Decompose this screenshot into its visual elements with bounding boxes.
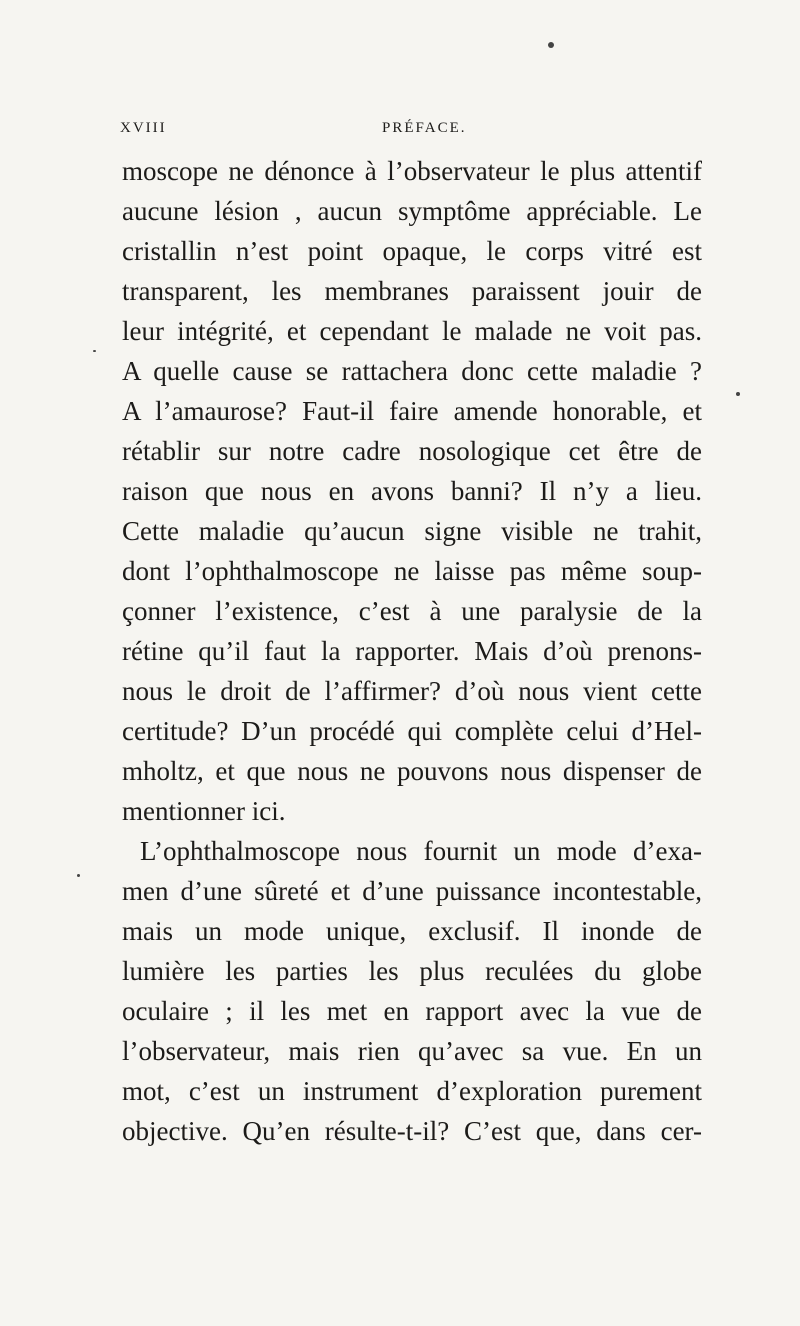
ink-speck xyxy=(77,874,80,877)
text-line: A l’amaurose? Faut-il faire amende honorable, et xyxy=(122,396,702,426)
running-head xyxy=(120,120,680,142)
ink-speck xyxy=(548,42,554,48)
text-line: men d’une sûreté et d’une puissance incontestable, xyxy=(122,876,702,906)
text-line: Cette maladie qu’aucun signe visible ne trahit, xyxy=(122,516,702,546)
text-line: A quelle cause se rattachera donc cette maladie ? xyxy=(122,356,702,386)
text-line: mot, c’est un instrument d’exploration purement xyxy=(122,1076,702,1106)
text-line: lumière les parties les plus reculées du globe xyxy=(122,956,702,986)
text-line: çonner l’existence, c’est à une paralysie de la xyxy=(122,596,702,626)
text-line: raison que nous en avons banni? Il n’y a lieu. xyxy=(122,476,702,506)
text-line: rétine qu’il faut la rapporter. Mais d’où prenons- xyxy=(122,636,702,666)
text-line: objective. Qu’en résulte-t-il? C’est que, dans cer- xyxy=(122,1116,702,1146)
text-line: moscope ne dénonce à l’observateur le plus attentif xyxy=(122,156,702,186)
text-line: certitude? D’un procédé qui complète celui d’Hel- xyxy=(122,716,702,746)
ink-speck xyxy=(93,350,96,352)
text-line: nous le droit de l’affirmer? d’où nous vient cette xyxy=(122,676,702,706)
text-line: l’observateur, mais rien qu’avec sa vue. En un xyxy=(122,1036,702,1066)
text-line: L’ophthalmoscope nous fournit un mode d’exa- xyxy=(140,836,702,866)
text-line: cristallin n’est point opaque, le corps vitré est xyxy=(122,236,702,266)
ink-speck xyxy=(736,392,740,396)
text-line: mais un mode unique, exclusif. Il inonde de xyxy=(122,916,702,946)
text-line: transparent, les membranes paraissent jouir de xyxy=(122,276,702,306)
text-line: aucune lésion , aucun symptôme appréciable. Le xyxy=(122,196,702,226)
text-line: rétablir sur notre cadre nosologique cet être de xyxy=(122,436,702,466)
text-line: mholtz, et que nous ne pouvons nous dispenser de xyxy=(122,756,702,786)
page-number: XVIII xyxy=(120,120,167,136)
text-line: mentionner ici. xyxy=(122,796,286,826)
text-line: oculaire ; il les met en rapport avec la vue de xyxy=(122,996,702,1026)
text-line: dont l’ophthalmoscope ne laisse pas même soup- xyxy=(122,556,702,586)
body-text xyxy=(122,151,702,1151)
section-title: PRÉFACE. xyxy=(382,120,467,136)
text-line: leur intégrité, et cependant le malade ne voit pas. xyxy=(122,316,702,346)
